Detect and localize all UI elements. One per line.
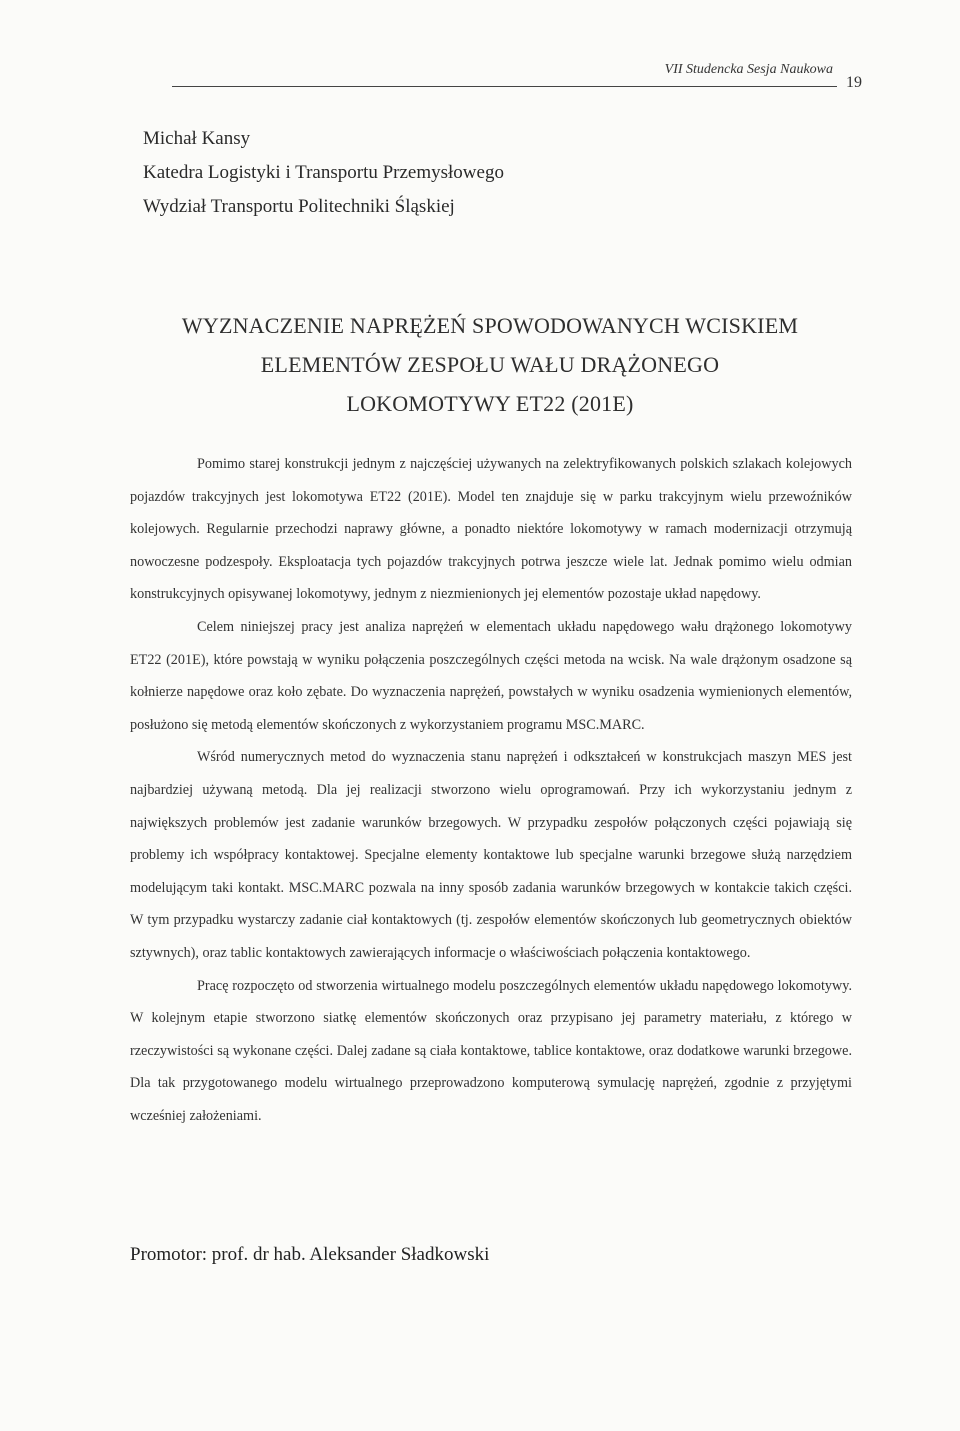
author-department: Katedra Logistyki i Transportu Przemysłowego: [143, 162, 504, 183]
paper-title: [130, 306, 850, 423]
page-number: 19: [846, 74, 862, 91]
author-name: Michał Kansy: [143, 128, 251, 149]
promotor-line: Promotor: prof. dr hab. Aleksander Sładkowski: [130, 1244, 490, 1265]
author-faculty: Wydział Transportu Politechniki Śląskiej: [143, 196, 455, 217]
paragraph-1: Pomimo starej konstrukcji jednym z najczęściej używanych na zelektryfikowanych polskich szlakach kolejowych pojazdów trakcyjnych jest lokomotywa ET22 (201E). Model ten znajduje się w parku trakcyjnym wielu przewoźników kolejowych. Regularnie przechodzi naprawy główne, a ponadto niektóre lokomotywy w ramach modernizacji otrzymują nowoczesne podzespoły. Eksploatacja tych pojazdów trakcyjnych potrwa jeszcze wiele lat. Jednak pomimo wielu odmian konstrukcyjnych opisywanej lokomotywy, jednym z niezmienionych jej elementów pozostaje układ napędowy.: [130, 456, 852, 603]
header-title: VII Studencka Sesja Naukowa: [664, 62, 833, 77]
paragraph-4: Pracę rozpoczęto od stworzenia wirtualnego modelu poszczególnych elementów układu napędowego lokomotywy. W kolejnym etapie stworzono siatkę elementów skończonych oraz przypisano jej parametry materiału, z którego w rzeczywistości są wykonane części. Dalej zadane są ciała kontaktowe, tablice kontaktowe, oraz dodatkowe warunki brzegowe. Dla tak przygotowanego modelu wirtualnego przeprowadzono komputerową symulację naprężeń, zgodnie z przyjętymi wcześniej założeniami.: [130, 977, 852, 1124]
title-line-3: LOKOMOTYWY ET22 (201E): [346, 391, 634, 416]
paragraph-3: Wśród numerycznych metod do wyznaczenia stanu naprężeń i odkształceń w konstrukcjach maszyn MES jest najbardziej używaną metodą. Dla jej realizacji stworzono wielu oprogramowań. Przy ich wykorzystaniu jednym z największych problemów jest zadanie warunków brzegowych. W przypadku zespołów połączonych części pojawiają się problemy ich współpracy kontaktowej. Specjalne elementy kontaktowe lub specjalne warunki brzegowe służą narzędziem modelującym taki kontakt. MSC.MARC pozwala na inny sposób zadania warunków brzegowych w kontakcie takich części. W tym przypadku wystarczy zadanie ciał kontaktowych (tj. zespołów elementów skończonych lub geometrycznych obiektów sztywnych), oraz tablic kontaktowych zawierających informacje o właściwościach połączenia kontaktowego.: [130, 749, 852, 961]
running-header: [172, 60, 837, 87]
paragraph-2: Celem niniejszej pracy jest analiza naprężeń w elementach układu napędowego wału drążonego lokomotywy ET22 (201E), które powstają w wyniku połączenia poszczególnych części metoda na wcisk. Na wale drążonym osadzone są kołnierze napędowe oraz koło zębate. Do wyznaczenia naprężeń, powstałych w wyniku osadzenia wymienionych elementów, posłużono się metodą elementów skończonych z wykorzystaniem programu MSC.MARC.: [130, 618, 852, 733]
author-block: [143, 124, 743, 226]
abstract-body: [130, 448, 852, 1132]
title-line-2: ELEMENTÓW ZESPOŁU WAŁU DRĄŻONEGO: [260, 352, 720, 377]
title-line-1: WYZNACZENIE NAPRĘŻEŃ SPOWODOWANYCH WCISKIEM: [181, 313, 799, 338]
